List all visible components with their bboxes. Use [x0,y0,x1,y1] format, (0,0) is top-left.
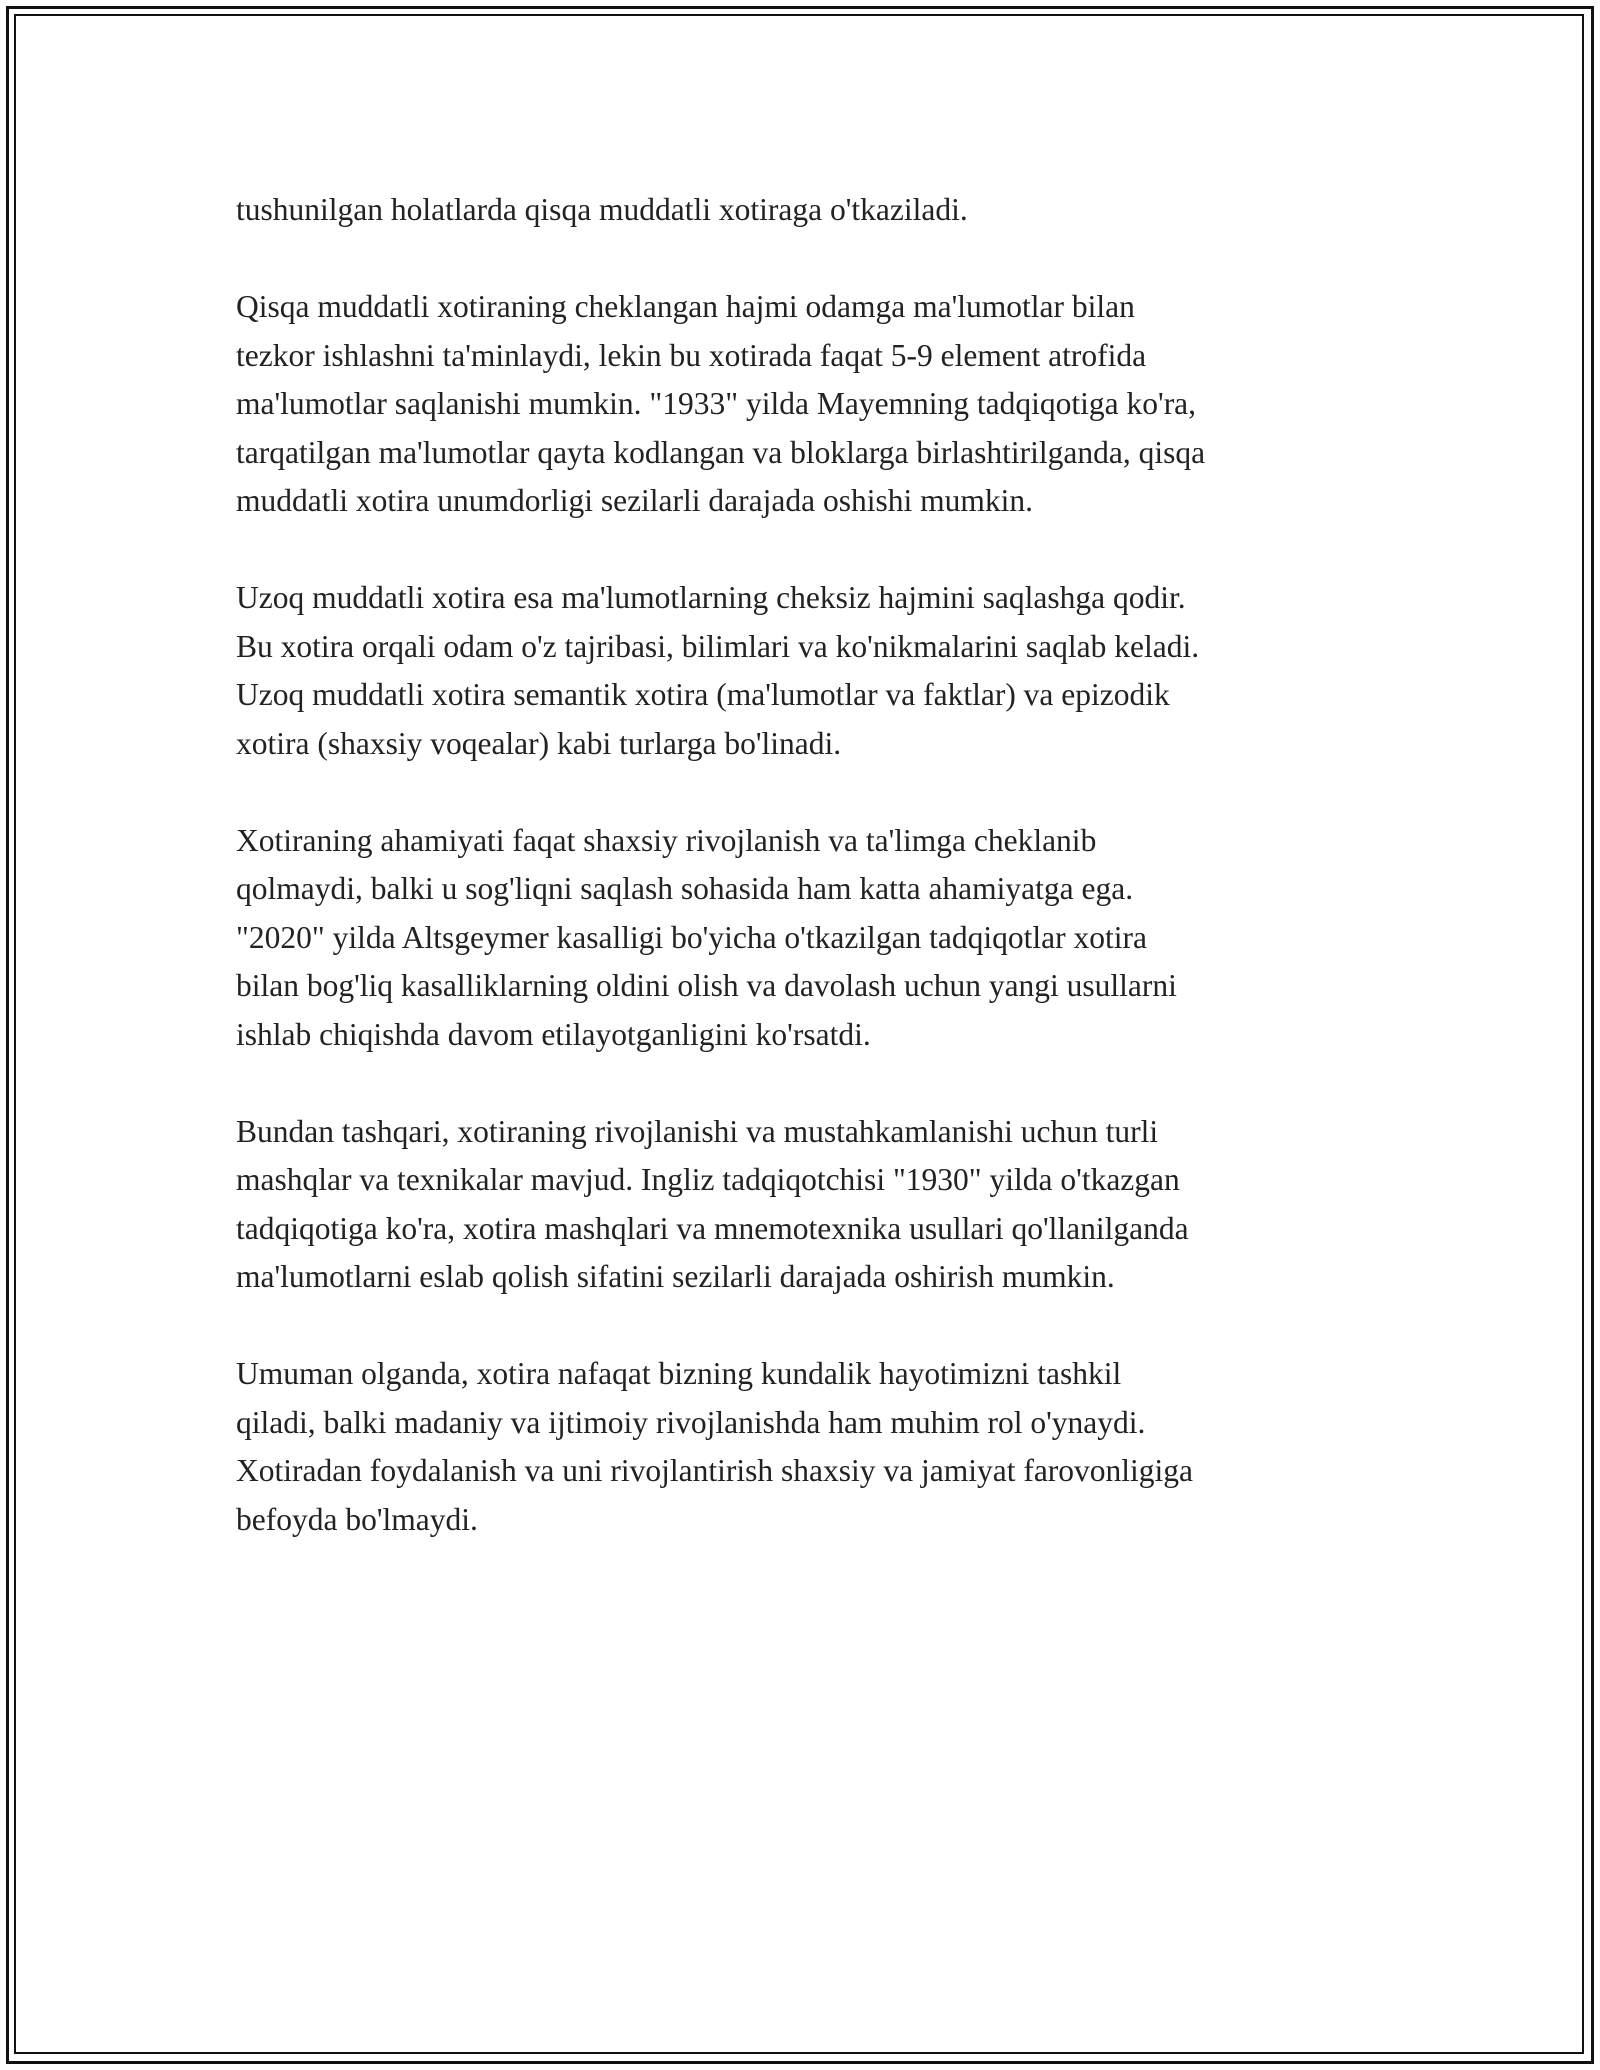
paragraph-4 [236,817,1396,1060]
paragraph-5 [236,1108,1396,1302]
text-line: qiladi, balki madaniy va ijtimoiy rivojlanishda ham muhim rol o'ynaydi. [236,1404,1146,1440]
text-line: Uzoq muddatli xotira esa ma'lumotlarning cheksiz hajmini saqlashga qodir. [236,580,1186,615]
document-body [236,186,1396,1593]
text-line: Bundan tashqari, xotiraning rivojlanishi va mustahkamlanishi uchun turli [236,1113,1159,1149]
paragraph-1 [236,186,1396,235]
text-line: qolmaydi, balki u sog'liqni saqlash sohasida ham katta ahamiyatga ega. [236,871,1134,906]
text-line: xotira (shaxsiy voqealar) kabi turlarga bo'linadi. [236,725,842,761]
text-line: befoyda bo'lmaydi. [236,1501,478,1537]
text-line: bilan bog'liq kasalliklarning oldini olish va davolash uchun yangi usullarni [236,968,1177,1003]
paragraph-6 [236,1350,1396,1544]
text-line: ma'lumotlar saqlanishi mumkin. "1933" yilda Mayemning tadqiqotiga ko'ra, [236,386,1197,421]
text-line: tarqatilgan ma'lumotlar qayta kodlangan va bloklarga birlashtirilganda, qisqa [236,434,1206,470]
paragraph-3 [236,574,1396,768]
text-line: tezkor ishlashni ta'minlaydi, lekin bu xotirada faqat 5-9 element atrofida [236,337,1147,373]
text-line: tushunilgan holatlarda qisqa muddatli xotiraga o'tkaziladi. [236,192,968,227]
text-line: "2020" yilda Altsgeymer kasalligi bo'yicha o'tkazilgan tadqiqotlar xotira [236,919,1147,955]
text-line: Umuman olganda, xotira nafaqat bizning kundalik hayotimizni tashkil [236,1356,1122,1391]
text-line: ishlab chiqishda davom etilayotganligini ko'rsatdi. [236,1016,871,1052]
text-line: tadqiqotiga ko'ra, xotira mashqlari va mnemotexnika usullari qo'llanilganda [236,1210,1189,1246]
text-line: Bu xotira orqali odam o'z tajribasi, bilimlari va ko'nikmalarini saqlab keladi. [236,628,1200,664]
text-line: Xotiradan foydalanish va uni rivojlantirish shaxsiy va jamiyat farovonligiga [236,1453,1194,1488]
text-line: Xotiraning ahamiyati faqat shaxsiy rivojlanish va ta'limga cheklanib [236,822,1097,858]
text-line: Uzoq muddatli xotira semantik xotira (ma'lumotlar va faktlar) va epizodik [236,677,1170,712]
text-line: mashqlar va texnikalar mavjud. Ingliz tadqiqotchisi "1930" yilda o'tkazgan [236,1162,1180,1197]
text-line: muddatli xotira unumdorligi sezilarli darajada oshishi mumkin. [236,483,1033,518]
text-line: Qisqa muddatli xotiraning cheklangan hajmi odamga ma'lumotlar bilan [236,289,1135,324]
text-line: ma'lumotlarni eslab qolish sifatini sezilarli darajada oshirish mumkin. [236,1259,1115,1294]
paragraph-2 [236,283,1396,526]
